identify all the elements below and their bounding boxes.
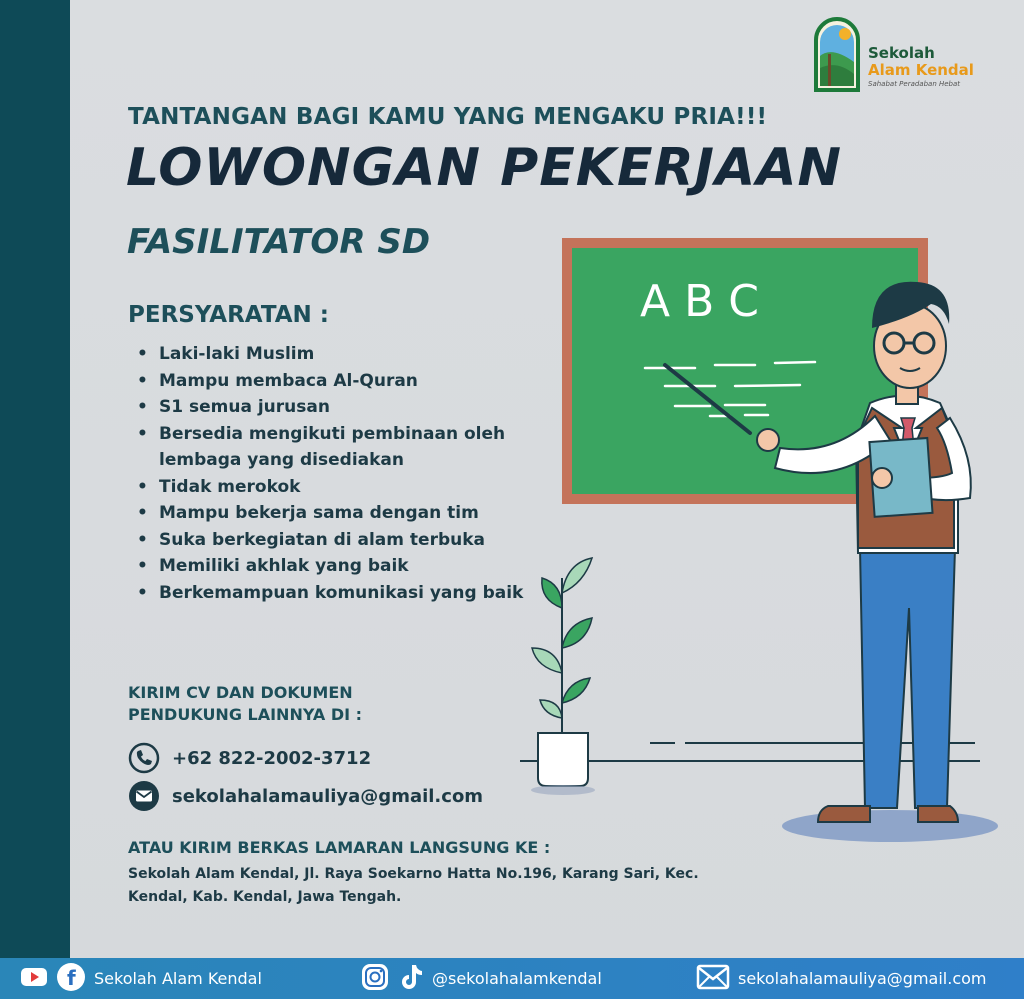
list-item: • Suka berkegiatan di alam terbuka <box>133 527 543 554</box>
list-item: • Mampu membaca Al-Quran <box>133 368 543 395</box>
phone-icon <box>128 742 160 774</box>
mail-icon <box>128 780 160 812</box>
phone-contact[interactable] <box>128 742 371 774</box>
list-item: • Bersedia mengikuti pembinaan oleh lembaga yang disediakan <box>133 421 543 474</box>
footer-email-group[interactable] <box>696 958 987 999</box>
logo-arch-icon <box>812 16 862 92</box>
mail-icon[interactable] <box>696 964 730 994</box>
school-logo <box>812 16 992 94</box>
svg-text:f: f <box>67 965 76 990</box>
list-item: • Tidak merokok <box>133 474 543 501</box>
address-text: Sekolah Alam Kendal, Jl. Raya Soekarno Hatta No.196, Karang Sari, Kec. Kendal, Kab. Kendal, Jawa Tengah. <box>128 866 699 905</box>
send-cv-line1: KIRIM CV DAN DOKUMEN <box>128 683 353 702</box>
footer-facebook-name: Sekolah Alam Kendal <box>94 969 262 988</box>
instagram-icon[interactable] <box>360 962 390 996</box>
logo-motto: Sahabat Peradaban Hebat <box>868 80 961 88</box>
send-cv-title <box>128 682 428 726</box>
requirements-title: PERSYARATAN : <box>128 302 329 328</box>
footer-bar <box>0 958 1024 999</box>
email-address: sekolahalamauliya@gmail.com <box>172 785 484 807</box>
list-item: • Mampu bekerja sama dengan tim <box>133 500 543 527</box>
phone-number: +62 822-2002-3712 <box>172 747 372 769</box>
teacher-illustration <box>510 228 1010 848</box>
requirements-list <box>133 341 543 606</box>
list-item: • Memiliki akhlak yang baik <box>133 553 543 580</box>
tagline: TANTANGAN BAGI KAMU YANG MENGAKU PRIA!!! <box>128 104 768 130</box>
tiktok-icon[interactable] <box>398 962 424 996</box>
job-position: FASILITATOR SD <box>127 222 431 262</box>
board-letters: A B C <box>640 276 759 327</box>
list-item: • Laki-laki Muslim <box>133 341 543 368</box>
footer-social-group[interactable] <box>360 958 602 999</box>
left-sidebar-bar <box>0 0 70 958</box>
list-item: • Berkemampuan komunikasi yang baik <box>133 580 543 607</box>
footer-email: sekolahalamauliya@gmail.com <box>738 969 987 988</box>
facebook-icon[interactable] <box>56 962 86 996</box>
plant <box>531 558 595 795</box>
send-cv-line2: PENDUKUNG LAINNYA DI : <box>128 705 363 724</box>
headline: LOWONGAN PEKERJAAN <box>126 138 842 198</box>
email-contact[interactable] <box>128 780 483 812</box>
logo-name-line1: Sekolah <box>868 44 935 62</box>
footer-facebook-group[interactable] <box>20 958 262 999</box>
logo-name-line2: Alam Kendal <box>868 61 974 79</box>
address-title: ATAU KIRIM BERKAS LAMARAN LANGSUNG KE : <box>128 838 551 857</box>
youtube-icon[interactable] <box>20 966 48 992</box>
list-item: • S1 semua jurusan <box>133 394 543 421</box>
footer-social-handle: @sekolahalamkendal <box>432 969 602 988</box>
